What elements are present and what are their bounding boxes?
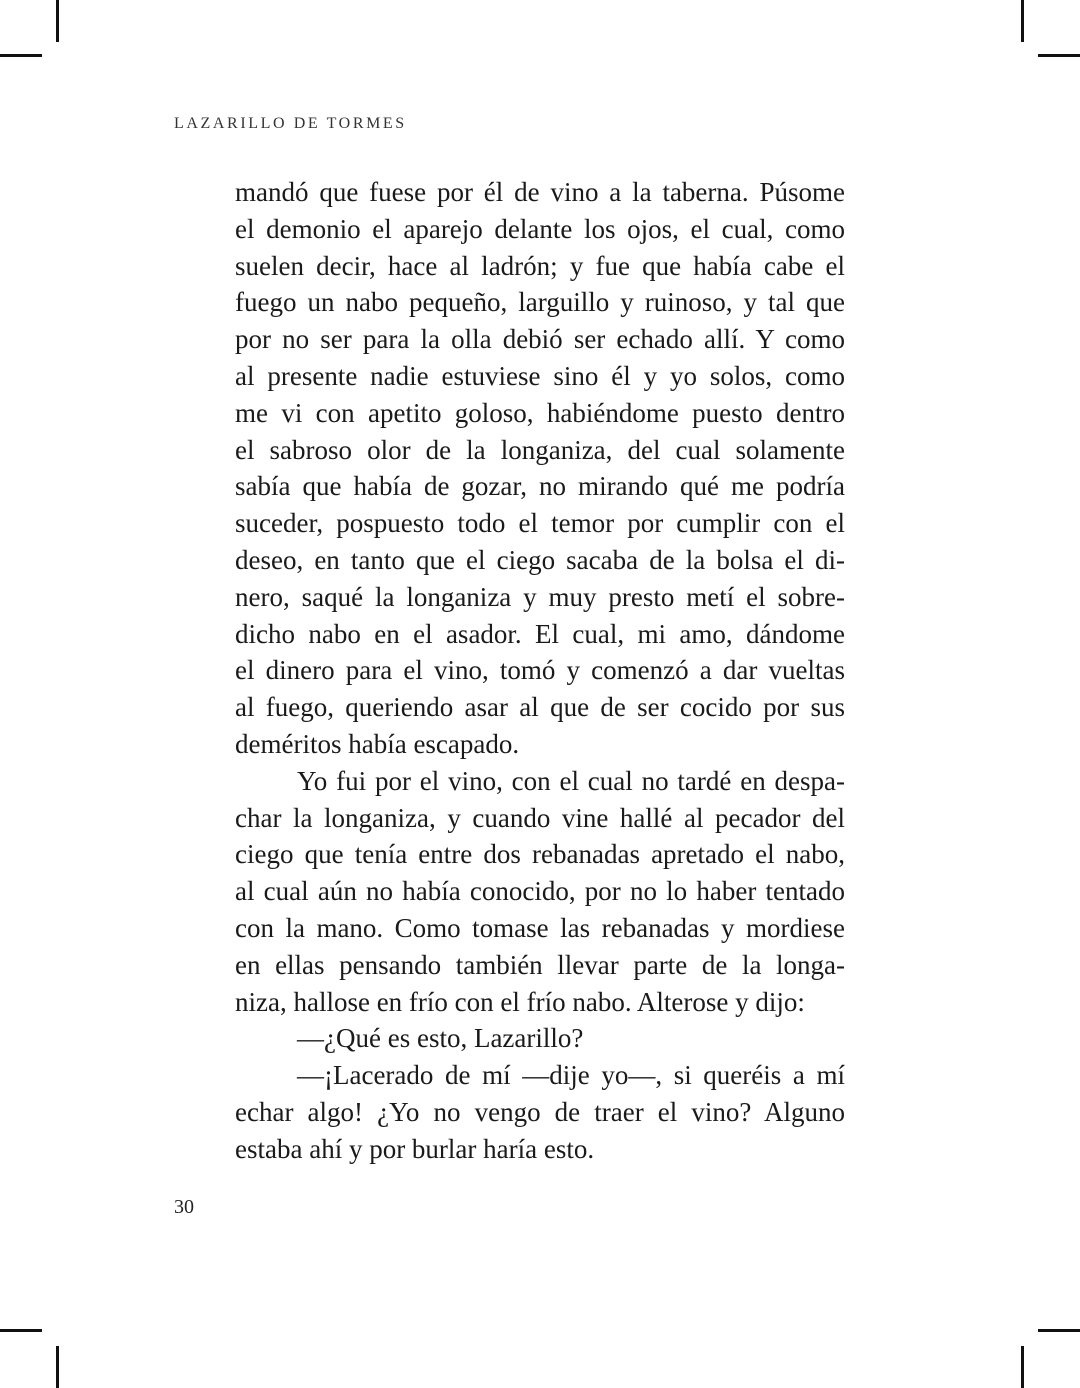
text-line: con la mano. Como tomase las rebanadas y mordiese [235, 912, 845, 943]
text-line: nero, saqué la longaniza y muy presto metí el sobre- [235, 581, 845, 612]
text-line: en ellas pensando también llevar parte de la longa- [235, 949, 845, 980]
text-line: niza, hallose en frío con el frío nabo. Alterose y dijo: [235, 986, 805, 1017]
text-line: suelen decir, hace al ladrón; y fue que había cabe el [235, 250, 845, 281]
text-line: ciego que tenía entre dos rebanadas apretado el nabo, [235, 839, 845, 870]
crop-mark-bottom-right-horizontal [1038, 1329, 1080, 1332]
text-line: estaba ahí y por burlar haría esto. [235, 1133, 595, 1164]
text-line: me vi con apetito goloso, habiéndome puesto dentro [235, 397, 845, 428]
crop-mark-top-left-vertical [56, 0, 59, 42]
dialogue-line: —¡Lacerado de mí —dije yo—, si queréis a mí [297, 1060, 845, 1091]
crop-mark-bottom-left-vertical [56, 1346, 59, 1388]
text-line: deseo, en tanto que el ciego sacaba de la bolsa el di- [235, 544, 845, 575]
text-line: fuego un nabo pequeño, larguillo y ruinoso, y tal que [235, 287, 845, 318]
text-line: el demonio el aparejo delante los ojos, el cual, como [235, 213, 845, 244]
text-line: char la longaniza, y cuando vine hallé al pecador del [235, 802, 845, 833]
text-line: el dinero para el vino, tomó y comenzó a dar vueltas [235, 655, 845, 686]
text-line: al presente nadie estuviese sino él y yo solos, como [235, 360, 845, 391]
text-line: mandó que fuese por él de vino a la taberna. Púsome [235, 177, 845, 207]
text-line: el sabroso olor de la longaniza, del cual solamente [235, 434, 845, 465]
text-line: suceder, pospuesto todo el temor por cumplir con el [235, 508, 845, 539]
body-text [235, 174, 845, 1168]
running-head: LAZARILLO DE TORMES [174, 115, 407, 132]
dialogue-line: —¿Qué es esto, Lazarillo? [297, 1023, 584, 1054]
text-line: Yo fui por el vino, con el cual no tardé en despa- [297, 765, 845, 796]
text-line: por no ser para la olla debió ser echado allí. Y como [235, 324, 845, 355]
text-line: deméritos había escapado. [235, 728, 520, 759]
text-line: dicho nabo en el asador. El cual, mi amo, dándome [235, 618, 845, 649]
page-number: 30 [174, 1196, 194, 1218]
crop-mark-top-right-horizontal [1038, 54, 1080, 57]
crop-mark-bottom-right-vertical [1021, 1346, 1024, 1388]
text-line: al cual aún no había conocido, por no lo haber tentado [235, 876, 845, 907]
crop-mark-top-left-horizontal [0, 54, 42, 57]
text-line: al fuego, queriendo asar al que de ser cocido por sus [235, 692, 845, 723]
text-line: echar algo! ¿Yo no vengo de traer el vino? Alguno [235, 1096, 845, 1127]
text-line: sabía que había de gozar, no mirando qué me podría [235, 471, 845, 502]
crop-mark-bottom-left-horizontal [0, 1329, 42, 1332]
crop-mark-top-right-vertical [1021, 0, 1024, 42]
